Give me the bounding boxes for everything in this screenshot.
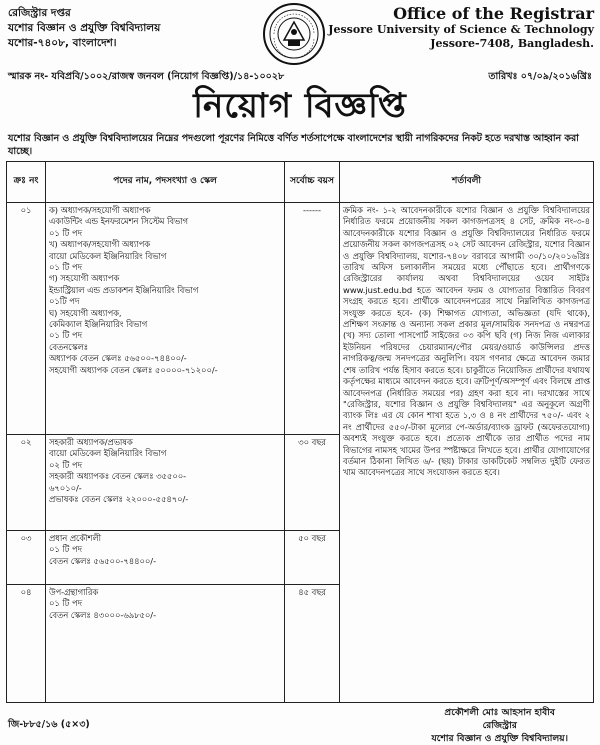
age-cell: ৩০ বছর xyxy=(285,435,340,531)
post-line: সহকারী অধ্যাপক/প্রভাষক xyxy=(49,437,133,447)
memo-line xyxy=(8,70,592,85)
header-bangla-line-1: রেজিস্ট্রার দপ্তর xyxy=(8,7,71,19)
post-line: ০২ টি পদ xyxy=(49,459,82,470)
post-line: গ) সহযোগী অধ্যাপক xyxy=(49,273,120,284)
header-bangla-line-2: যশোর বিজ্ঞান ও প্রযুক্তি বিশ্ববিদ্যালয় xyxy=(8,22,161,34)
university-name: Jessore University of Science & Technology xyxy=(328,23,594,36)
post-line: অধ্যাপক বেতন স্কেলঃ ৫৬৫০০-৭৪৪০০/- xyxy=(49,353,187,364)
post-line: বেতনস্কেলঃ xyxy=(49,341,89,352)
university-address: Jessore-7408, Bangladesh. xyxy=(430,37,594,50)
header-bangla-line-3: যশোর-৭৪০৮, বাংলাদেশ। xyxy=(8,37,117,49)
post-line: ইন্ডাস্ট্রিয়াল এন্ড প্রডাকশন ইঞ্জিনিয়ারিং বিভাগ xyxy=(49,284,199,295)
post-line: বায়ো মেডিকেল ইঞ্জিনিয়ারিং বিভাগ xyxy=(49,250,167,261)
post-line: ক) অধ্যাপক/সহযোগী অধ্যাপক xyxy=(49,205,151,215)
signatory-name: প্রকৌশলী মোঃ আহসান হাবীব xyxy=(444,707,556,718)
post-line: বায়ো মেডিকেল ইঞ্জিনিয়ারিং বিভাগ xyxy=(49,448,167,459)
post-line: খ) অধ্যাপক/সহযোগী অধ্যাপক xyxy=(49,239,151,250)
university-seal-logo xyxy=(262,2,326,66)
post-cell xyxy=(46,203,285,435)
post-line: উপ-গ্রন্থাগারিক xyxy=(49,587,99,597)
header-max-age: সর্বোচ্চ বয়স xyxy=(285,162,340,203)
post-line: ০১ টি পদ xyxy=(49,544,82,555)
post-line: ০১ টি পদ xyxy=(49,262,82,273)
table-row xyxy=(7,203,594,435)
post-line: ঘ) সহযোগী অধ্যাপক, xyxy=(49,307,122,318)
serial-cell: ০৪ xyxy=(7,585,46,703)
signatory-designation: রেজিস্ট্রার xyxy=(482,720,517,731)
recruitment-table xyxy=(6,161,594,703)
office-title: Office of the Registrar xyxy=(393,4,594,23)
post-line: ০১টি পদ xyxy=(49,296,80,307)
post-cell xyxy=(46,435,285,531)
footer-code: জি-৮৮৫/১৬ (৫×৩) xyxy=(8,719,90,730)
post-line: ০১ টি পদ xyxy=(49,598,82,609)
age-cell: ৫০ বছর xyxy=(285,531,340,585)
memo-reference: স্মারক নং- যবিপ্রবি/১০০২/রাজস্ব জনবল (নিয়োগ বিজ্ঞপ্তি)/১৪-১০০২৮ xyxy=(8,71,285,82)
post-line: কেমিক্যাল ইঞ্জিনিয়ারিং বিভাগ xyxy=(49,319,148,330)
signatory-institution: যশোর বিজ্ঞান ও প্রযুক্তি বিশ্ববিদ্যালয়। xyxy=(431,733,568,744)
post-cell xyxy=(46,531,285,585)
age-cell: ৪৫ বছর xyxy=(285,585,340,703)
post-line: বেতন স্কেলঃ ৫৬৫০০-৭৪৪০০/- xyxy=(49,555,157,566)
serial-cell: ০১ xyxy=(7,203,46,435)
intro-paragraph: যশোর বিজ্ঞান ও প্রযুক্তি বিশ্ববিদ্যালয়ের নিম্নের পদগুলো পূরণের নিমিত্তে বর্ণিত শর্তসাপেক্ষে বাংলাদেশের স্থায়ী নাগরিকদের নিকট হতে দরখাস্ত আহ্বান করা যাচ্ছে। xyxy=(8,133,579,157)
serial-cell: ০২ xyxy=(7,435,46,531)
post-line: সহযোগী অধ্যাপক বেতন স্কেলঃ ৫০০০০-৭১২০০/- xyxy=(49,364,218,375)
table-header-row xyxy=(7,162,594,203)
post-line: ০১ টি পদ xyxy=(49,330,82,341)
header-serial: ক্রঃ নং xyxy=(7,162,46,203)
post-line: প্রধান প্রকৌশলী xyxy=(49,533,102,543)
header-bangla xyxy=(8,6,160,51)
header-english xyxy=(328,4,594,51)
post-cell xyxy=(46,585,285,703)
post-line: ০১ টি পদ xyxy=(49,227,82,238)
signature-block xyxy=(431,706,568,745)
terms-cell: ক্রমিক নং- ১-২ আবেদনকারীকে যশোর বিজ্ঞান ও প্রযুক্তি বিশ্ববিদ্যালয়ের নির্ধারিত ফরমে প্রয়োজনীয় সকল কাগজপত্রসহ ৪ সেট, ক্রমিক নং-৩-৪ আবেদনকারীকে যশোর বিজ্ঞান ও প্রযুক্তি বিশ্ববিদ্যালয়ের নির্ধারিত ফরমে প্রয়োজনীয় সকল কাগজপত্রসহ ০২ সেট আবেদন রেজিস্ট্রার, যশোর বিজ্ঞান ও প্রযুক্তি বিশ্ববিদ্যালয়, যশোর-৭৪০৮ বরাবরে আগামী ৩০/১০/২০১৬খ্রিঃ তারিখ অফিস চলাকালীন সময়ের মধ্যে পৌঁছাতে হবে। প্রার্থীগণকে রেজিস্ট্রারের কার্যালয় অথবা বিশ্ববিদ্যালয়ের ওয়েব সাইটঃ www.just.edu.bd হতে আবেদন ফরম ও যোগ্যতার বিস্তারিত বিবরণ সংগ্রহ করতে হবে। প্রার্থীকে আবেদনপত্রের সাথে নিম্নলিখিত কাগজপত্র সংযুক্ত করতে হবে- (ক) শিক্ষাগত যোগ্যতা, অভিজ্ঞতা (যদি থাকে), প্রশিক্ষণ সংক্রান্ত ও অন্যান্য সকল প্রকার মূল/সাময়িক সনদপত্র ও নম্বরপত্র (খ) সদ্য তোলা পাসপোর্ট সাইজের ০৩ কপি ছবি (গ) নিজ নিজ এলাকার ইউনিয়ন পরিষদের চেয়ারম্যান/পৌর মেয়র/ওয়ার্ড কাউন্সিলর প্রদত্ত নাগরিকত্ব/জন্ম সনদপত্রের অনুলিপি। বয়স গণনার ক্ষেত্রে আবেদন জমার শেষ তারিখ পর্যন্ত হিসাব করতে হবে। চাকুরীতে নিয়োজিত প্রার্থীদের যথাযথ কর্তৃপক্ষের মাধ্যমে আবেদন করতে হবে। ত্রুটিপূর্ণ/অসম্পূর্ণ এবং বিলম্বে প্রাপ্ত আবেদনপত্র (নির্ধারিত সময়ের পর) গ্রহণ করা হবে না। দরখাস্তের সাথে "রেজিস্ট্রার, যশোর বিজ্ঞান ও প্রযুক্তি বিশ্ববিদ্যালয়" এর অনুকূলে অগ্রণী ব্যাংক লিঃ এর যে কোন শাখা হতে ১,৩ ও ৪ নং প্রার্থীদের ৭৫০/- এবং ২ নং প্রার্থীদের ৫৫০/-টাকা মূল্যের পে-অর্ডার/ব্যাংক ড্রাফট (অফেরতযোগ্য) অবশ্যই সংযুক্ত করতে হবে। প্রত্যেক প্রার্থীকে তার প্রার্থীত পদের নাম বিভাগের নামসহ খামের উপর স্পষ্টাক্ষরে লিখতে হবে। প্রার্থীর যোগাযোগের বর্তমান ঠিকানা লিখিত ৬/- (ছয়) টাকার ডাকটিকেট সম্বলিত দুইটি ফেরত খাম আবেদনপত্রের সাথে সংযোজন করতে হবে। xyxy=(340,203,594,703)
header-post: পদের নাম, পদসংখ্যা ও স্কেল xyxy=(46,162,285,203)
header-terms: শর্তাবলী xyxy=(340,162,594,203)
post-line: বেতন স্কেলঃ ৪৩০০০-৬৯৮৫০/- xyxy=(49,609,157,620)
post-line: সহকারী অধ্যাপকঃ বেতন স্কেলঃ ৩৫৫০০- xyxy=(49,471,187,482)
age-cell: ------ xyxy=(285,203,340,435)
post-line: একাউন্টিং এন্ড ইনফরমেশন সিস্টেম বিভাগ xyxy=(49,216,188,227)
memo-date: তারিখঃ ০৭/০৯/২০১৬খ্রিঃ xyxy=(488,71,592,82)
serial-cell: ০৩ xyxy=(7,531,46,585)
notice-title: নিয়োগ বিজ্ঞপ্তি xyxy=(193,86,407,126)
post-line: ৬৭০১০/- xyxy=(49,482,82,493)
post-line: প্রভাষকঃ বেতন স্কেলঃ ২২০০০-৫৫৪৭০/- xyxy=(49,494,189,505)
